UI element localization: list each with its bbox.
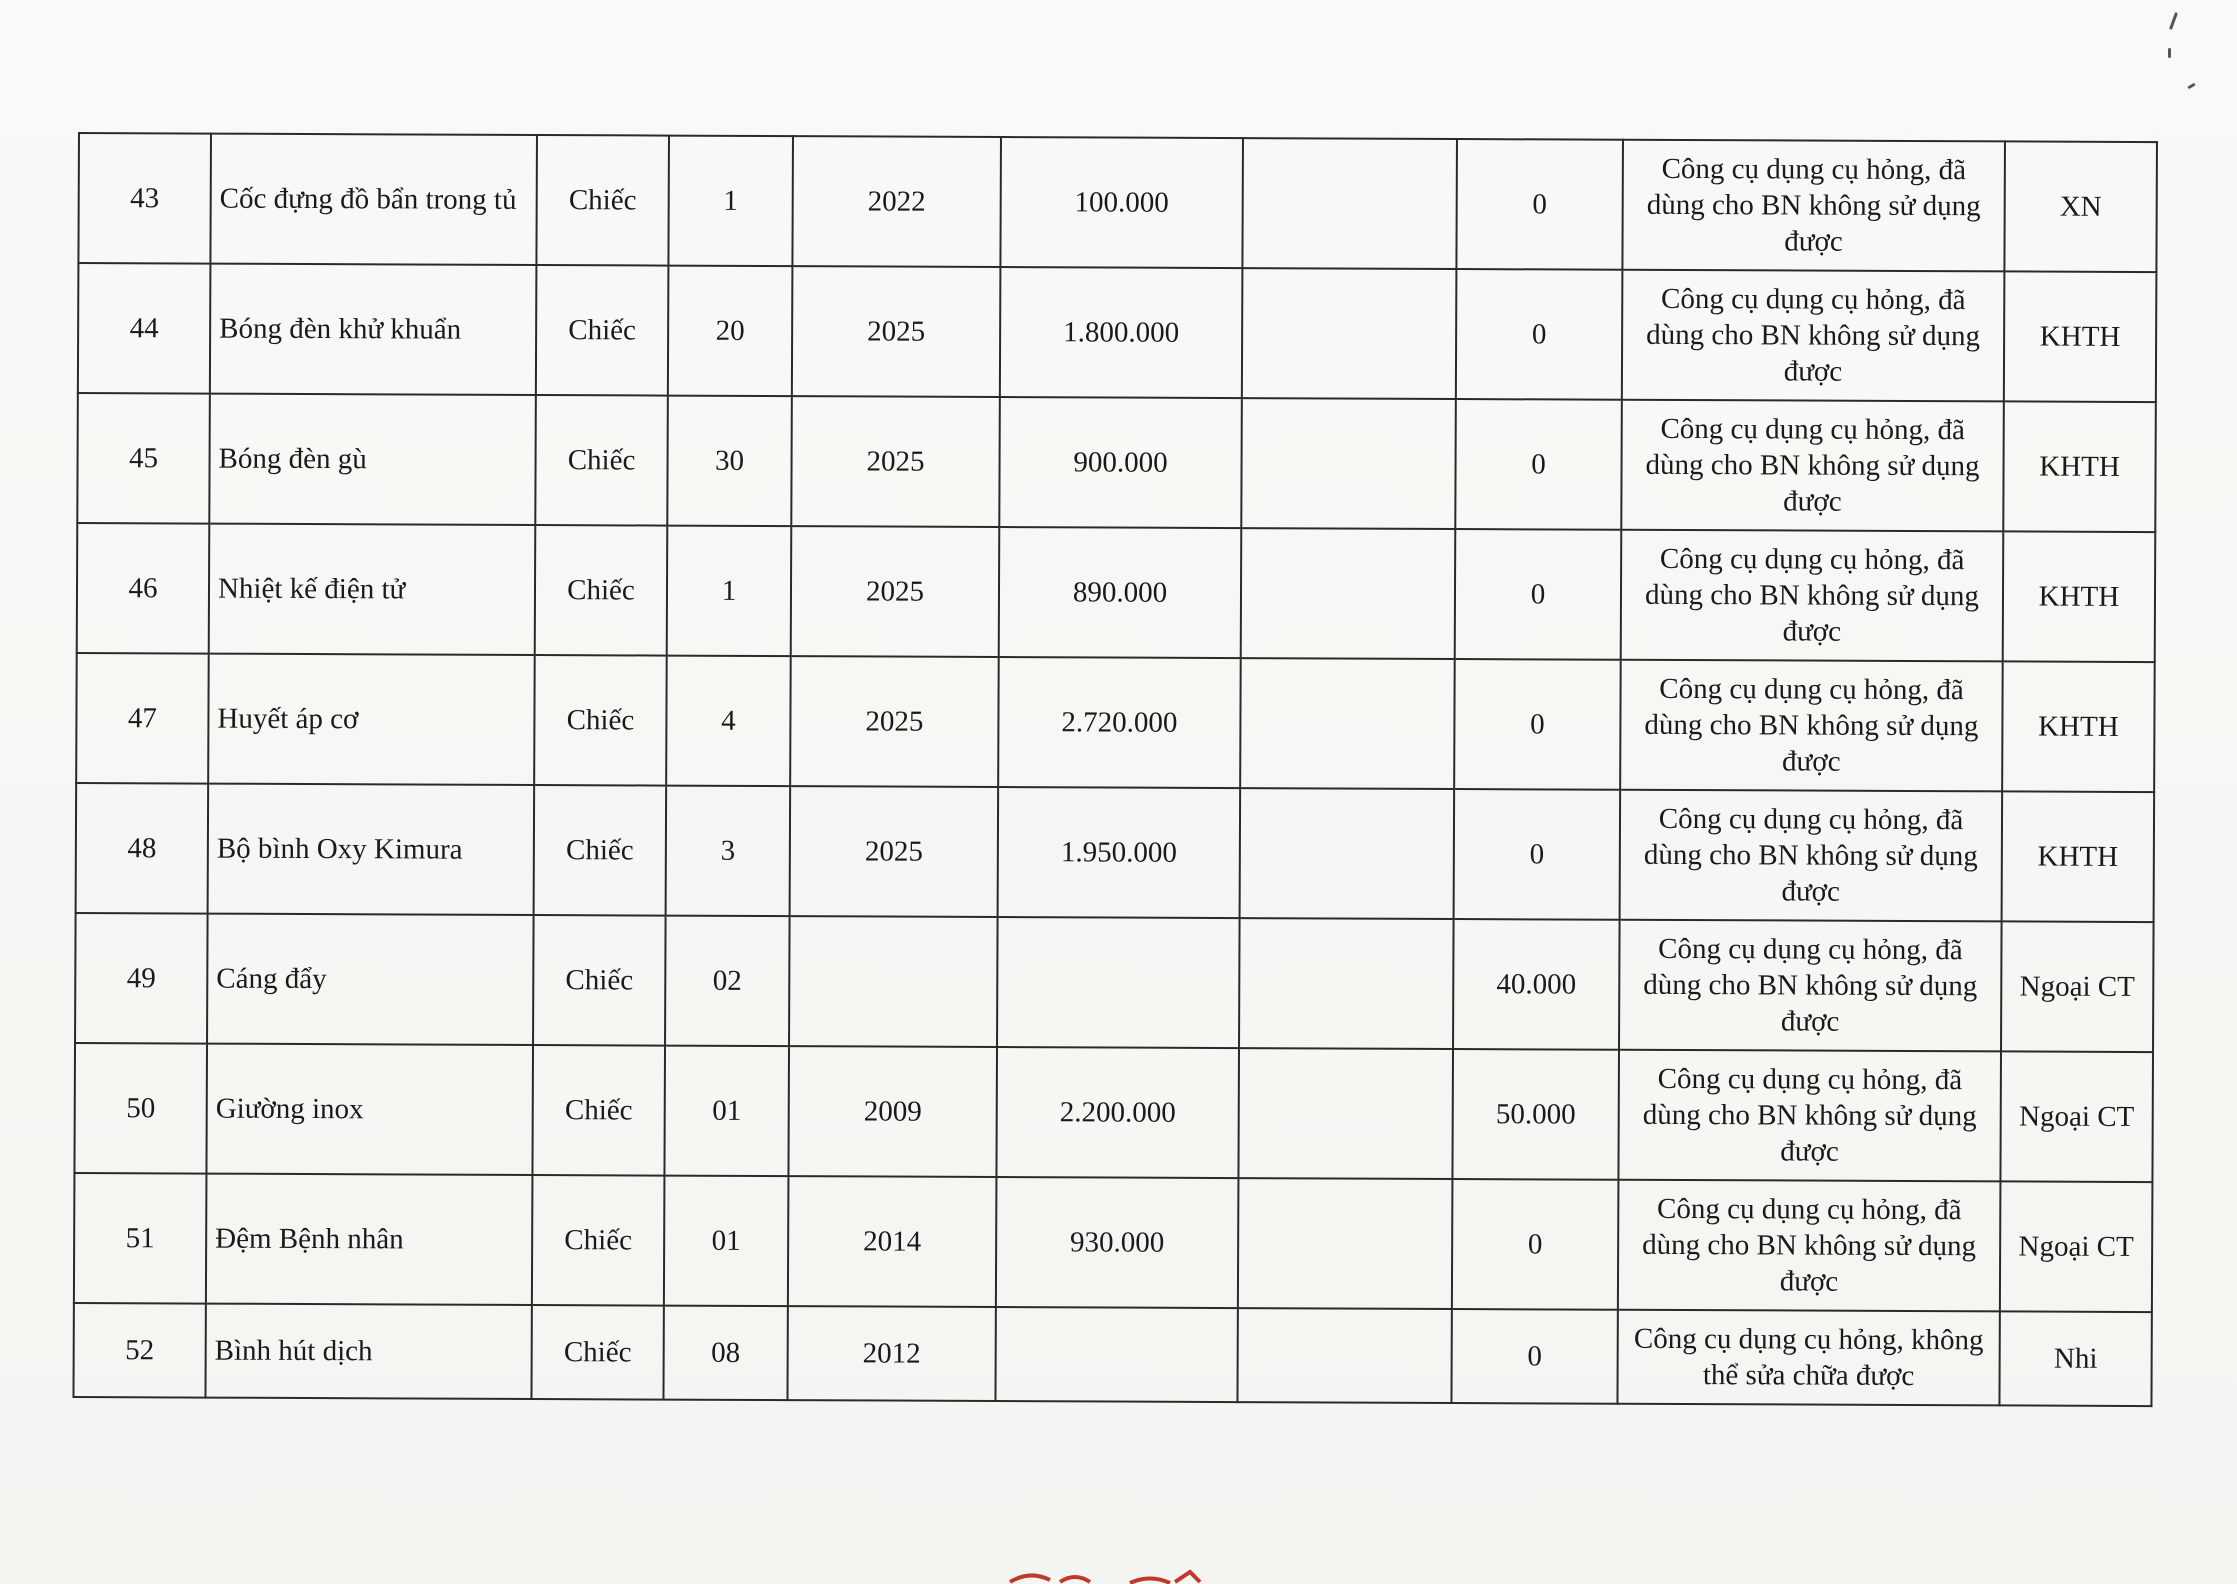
cell-department: Ngoại CT <box>2000 1051 2153 1182</box>
cell-residual-value: 0 <box>1454 659 1621 790</box>
cell-blank <box>1241 398 1456 529</box>
cell-department: KHTH <box>2002 661 2155 792</box>
cell-unit: Chiếc <box>532 1175 665 1306</box>
cell-department: KHTH <box>2003 531 2156 662</box>
cell-blank <box>1239 918 1454 1049</box>
cell-year <box>789 916 998 1047</box>
cell-original-value: 100.000 <box>1000 137 1243 268</box>
cell-stt: 51 <box>74 1173 207 1304</box>
cell-quantity: 08 <box>663 1306 787 1401</box>
cell-blank <box>1238 1178 1453 1309</box>
cell-item-name: Bình hút dịch <box>205 1304 531 1399</box>
cell-department: XN <box>2004 141 2157 272</box>
cell-year: 2009 <box>788 1046 997 1177</box>
table-row <box>77 393 2156 532</box>
cell-original-value: 2.720.000 <box>998 657 1241 788</box>
table-row <box>78 133 2157 272</box>
cell-year: 2025 <box>790 656 999 787</box>
cell-item-name: Đệm Bệnh nhân <box>206 1174 533 1305</box>
cell-reason: Công cụ dụng cụ hỏng, đã dùng cho BN không sử dụng được <box>1621 400 2004 532</box>
cell-residual-value: 0 <box>1456 269 1623 400</box>
cell-department: KHTH <box>2004 271 2157 402</box>
table-row <box>75 913 2154 1052</box>
cell-quantity: 01 <box>664 1046 789 1177</box>
cell-quantity: 02 <box>665 916 790 1047</box>
cell-stt: 43 <box>78 133 211 264</box>
cell-quantity: 3 <box>666 786 791 917</box>
cell-item-name: Bóng đèn gù <box>209 394 536 525</box>
cell-residual-value: 50.000 <box>1452 1049 1619 1180</box>
cell-quantity: 4 <box>666 656 791 787</box>
cell-year: 2025 <box>792 266 1001 397</box>
cell-reason: Công cụ dụng cụ hỏng, đã dùng cho BN không sử dụng được <box>1622 140 2005 272</box>
cell-item-name: Bóng đèn khử khuẩn <box>210 264 537 395</box>
cell-item-name: Cốc đựng đồ bẩn trong tủ <box>210 134 537 265</box>
table-row <box>74 1043 2153 1182</box>
cell-item-name: Bộ bình Oxy Kimura <box>208 784 535 915</box>
cell-unit: Chiếc <box>534 785 667 916</box>
cell-year: 2022 <box>792 136 1001 267</box>
cell-blank <box>1237 1308 1451 1403</box>
cell-residual-value: 0 <box>1454 789 1621 920</box>
cell-reason: Công cụ dụng cụ hỏng, đã dùng cho BN không sử dụng được <box>1619 920 2002 1052</box>
table-row <box>77 523 2156 662</box>
cell-blank <box>1241 528 1456 659</box>
cell-item-name: Huyết áp cơ <box>208 654 535 785</box>
cell-stt: 46 <box>77 523 210 654</box>
cell-quantity: 1 <box>668 136 793 267</box>
cell-stt: 52 <box>73 1303 205 1398</box>
cell-blank <box>1240 658 1455 789</box>
cell-year: 2025 <box>791 526 1000 657</box>
cell-blank <box>1242 138 1457 269</box>
cell-blank <box>1240 788 1455 919</box>
cell-item-name: Giường inox <box>206 1044 533 1175</box>
equipment-disposal-table <box>72 132 2158 1407</box>
cell-stt: 44 <box>78 263 211 394</box>
cell-unit: Chiếc <box>536 265 669 396</box>
cell-stt: 47 <box>76 653 209 784</box>
cell-unit: Chiếc <box>534 655 667 786</box>
cell-original-value <box>995 1307 1237 1402</box>
table-row <box>78 263 2157 402</box>
cell-year: 2025 <box>790 786 999 917</box>
cell-residual-value: 0 <box>1455 529 1622 660</box>
cell-residual-value: 0 <box>1456 139 1623 270</box>
cell-department: KHTH <box>2002 791 2155 922</box>
cell-quantity: 1 <box>667 526 792 657</box>
cell-reason: Công cụ dụng cụ hỏng, đã dùng cho BN không sử dụng được <box>1618 1180 2001 1312</box>
cell-reason: Công cụ dụng cụ hỏng, đã dùng cho BN không sử dụng được <box>1618 1050 2001 1182</box>
cell-department: Nhi <box>1999 1311 2151 1406</box>
table-body <box>73 133 2156 1406</box>
cell-stt: 48 <box>76 783 209 914</box>
cell-quantity: 01 <box>664 1176 789 1307</box>
cell-stt: 49 <box>75 913 208 1044</box>
cell-year: 2012 <box>787 1306 995 1401</box>
table-row <box>76 653 2155 792</box>
cell-item-name: Cáng đẩy <box>207 914 534 1045</box>
cell-original-value: 900.000 <box>999 397 1242 528</box>
cell-unit: Chiếc <box>533 915 666 1046</box>
cell-department: Ngoại CT <box>2000 1181 2153 1312</box>
table-row <box>76 783 2155 922</box>
red-stamp-fragment <box>1000 1568 1240 1584</box>
table-row <box>73 1303 2151 1406</box>
cell-quantity: 30 <box>667 396 792 527</box>
cell-quantity: 20 <box>668 266 793 397</box>
cell-unit: Chiếc <box>536 135 669 266</box>
cell-department: Ngoại CT <box>2001 921 2154 1052</box>
cell-year: 2014 <box>788 1176 997 1307</box>
cell-residual-value: 40.000 <box>1453 919 1620 1050</box>
cell-original-value: 890.000 <box>999 527 1242 658</box>
cell-residual-value: 0 <box>1451 1309 1617 1404</box>
table-row <box>74 1173 2153 1312</box>
cell-unit: Chiếc <box>531 1305 663 1400</box>
edge-mark <box>2168 48 2171 58</box>
cell-unit: Chiếc <box>535 525 668 656</box>
cell-stt: 45 <box>77 393 210 524</box>
cell-unit: Chiếc <box>532 1045 665 1176</box>
cell-year: 2025 <box>791 396 1000 527</box>
cell-department: KHTH <box>2003 401 2156 532</box>
cell-blank <box>1238 1048 1453 1179</box>
cell-reason: Công cụ dụng cụ hỏng, đã dùng cho BN không sử dụng được <box>1622 270 2005 402</box>
cell-unit: Chiếc <box>535 395 668 526</box>
cell-reason: Công cụ dụng cụ hỏng, đã dùng cho BN không sử dụng được <box>1620 790 2003 922</box>
cell-reason: Công cụ dụng cụ hỏng, đã dùng cho BN không sử dụng được <box>1620 660 2003 792</box>
cell-original-value: 1.800.000 <box>1000 267 1243 398</box>
cell-reason: Công cụ dụng cụ hỏng, không thể sửa chữa được <box>1617 1310 1999 1406</box>
cell-residual-value: 0 <box>1455 399 1622 530</box>
cell-blank <box>1242 268 1457 399</box>
cell-original-value: 2.200.000 <box>996 1047 1239 1178</box>
cell-item-name: Nhiệt kế điện tử <box>209 524 536 655</box>
cell-stt: 50 <box>74 1043 207 1174</box>
cell-residual-value: 0 <box>1452 1179 1619 1310</box>
cell-original-value: 1.950.000 <box>998 787 1241 918</box>
cell-reason: Công cụ dụng cụ hỏng, đã dùng cho BN không sử dụng được <box>1621 530 2004 662</box>
cell-original-value <box>997 917 1240 1048</box>
cell-original-value: 930.000 <box>996 1177 1239 1308</box>
